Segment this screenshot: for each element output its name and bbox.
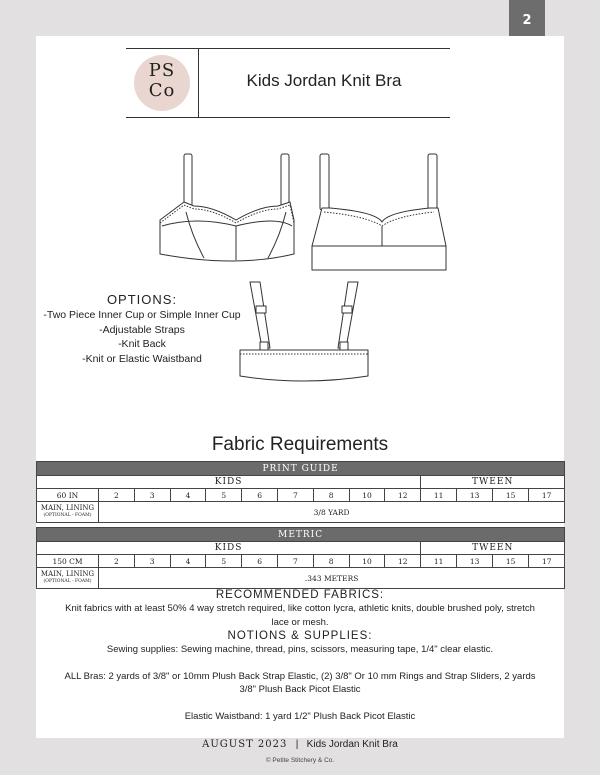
- footer-month: AUGUST 2023: [202, 739, 288, 750]
- meters-value: .343 METERS: [99, 568, 565, 589]
- size-cell: 4: [170, 555, 206, 568]
- size-cell: 13: [457, 555, 493, 568]
- size-cell: 11: [421, 555, 457, 568]
- row-label-text: MAIN, LINING: [40, 570, 95, 578]
- logo-line-2: Co: [148, 80, 176, 101]
- fabric-width-label: 150 CM: [37, 555, 99, 568]
- size-cell: 8: [313, 489, 349, 502]
- row-label-sub: (OPTIONAL - FOAM): [43, 513, 92, 518]
- size-cell: 2: [99, 555, 135, 568]
- size-cell: 15: [493, 555, 529, 568]
- size-cell: 12: [385, 489, 421, 502]
- notions-heading: NOTIONS & SUPPLIES:: [227, 630, 373, 642]
- options-list: [36, 292, 248, 366]
- options-heading: OPTIONS:: [106, 292, 178, 307]
- size-cell: 15: [493, 489, 529, 502]
- supplies-section: [56, 588, 544, 723]
- option-item: -Knit or Elastic Waistband: [82, 352, 202, 365]
- option-item: -Adjustable Straps: [99, 323, 185, 336]
- size-cell: 7: [277, 489, 313, 502]
- size-cell: 7: [277, 555, 313, 568]
- row-label-text: MAIN, LINING: [40, 504, 95, 512]
- size-cell: 5: [206, 555, 242, 568]
- print-guide-table: [36, 461, 565, 523]
- metric-table: [36, 527, 565, 589]
- kids-group-header: KIDS: [37, 542, 421, 555]
- recommended-fabrics-text: Knit fabrics with at least 50% 4 way stretch required, like cotton lycra, athletic knits, double brushed poly, stretch lace or mesh.: [65, 603, 535, 628]
- fabric-requirements-title: Fabric Requirements: [211, 434, 389, 455]
- size-cell: 8: [313, 555, 349, 568]
- size-cell: 6: [242, 489, 278, 502]
- tween-group-header: TWEEN: [421, 476, 565, 489]
- yardage-value: 3/8 YARD: [99, 502, 565, 523]
- alternate-view-illustration: [240, 282, 368, 381]
- footer-title: Kids Jordan Knit Bra: [306, 739, 398, 750]
- metric-band: METRIC: [37, 528, 565, 542]
- size-cell: 17: [529, 555, 565, 568]
- option-item: -Two Piece Inner Cup or Simple Inner Cup: [43, 309, 241, 321]
- size-cell: 12: [385, 555, 421, 568]
- size-cell: 10: [349, 555, 385, 568]
- kids-group-header: KIDS: [37, 476, 421, 489]
- size-cell: 6: [242, 555, 278, 568]
- size-cell: 4: [170, 489, 206, 502]
- sewing-supplies-text: Sewing supplies: Sewing machine, thread, pins, scissors, measuring tape, 1/4" clear elastic.: [106, 644, 494, 655]
- row-label-main-lining: [37, 502, 99, 523]
- front-view-illustration: [160, 154, 294, 261]
- logo-line-1: PS: [148, 60, 176, 81]
- row-label-main-lining: [37, 568, 99, 589]
- row-label-sub: (OPTIONAL - FOAM): [43, 579, 92, 584]
- size-cell: 3: [134, 489, 170, 502]
- size-cell: 5: [206, 489, 242, 502]
- size-cell: 10: [349, 489, 385, 502]
- pattern-title: Kids Jordan Knit Bra: [246, 71, 402, 90]
- print-guide-band: PRINT GUIDE: [37, 462, 565, 476]
- size-cell: 2: [99, 489, 135, 502]
- option-item: -Knit Back: [118, 338, 166, 350]
- size-cell: 3: [134, 555, 170, 568]
- page-footer: [0, 739, 600, 750]
- tween-group-header: TWEEN: [421, 542, 565, 555]
- recommended-fabrics-heading: RECOMMENDED FABRICS:: [215, 589, 385, 601]
- back-view-illustration: [312, 154, 446, 270]
- all-bras-text: ALL Bras: 2 yards of 3/8" or 10mm Plush Back Strap Elastic, (2) 3/8" Or 10 mm Rings and Strap Sliders, 2 yards 3/8" Plush Back Picot Elastic: [64, 670, 536, 695]
- size-cell: 11: [421, 489, 457, 502]
- footer-separator: |: [295, 739, 299, 750]
- copyright: © Petite Stitchery & Co.: [265, 757, 335, 764]
- size-cell: 13: [457, 489, 493, 502]
- fabric-width-label: 60 IN: [37, 489, 99, 502]
- pattern-page: [36, 36, 564, 738]
- size-cell: 17: [529, 489, 565, 502]
- page-number-badge: 2: [509, 0, 545, 42]
- elastic-waistband-text: Elastic Waistband: 1 yard 1/2" Plush Back Picot Elastic: [184, 710, 416, 722]
